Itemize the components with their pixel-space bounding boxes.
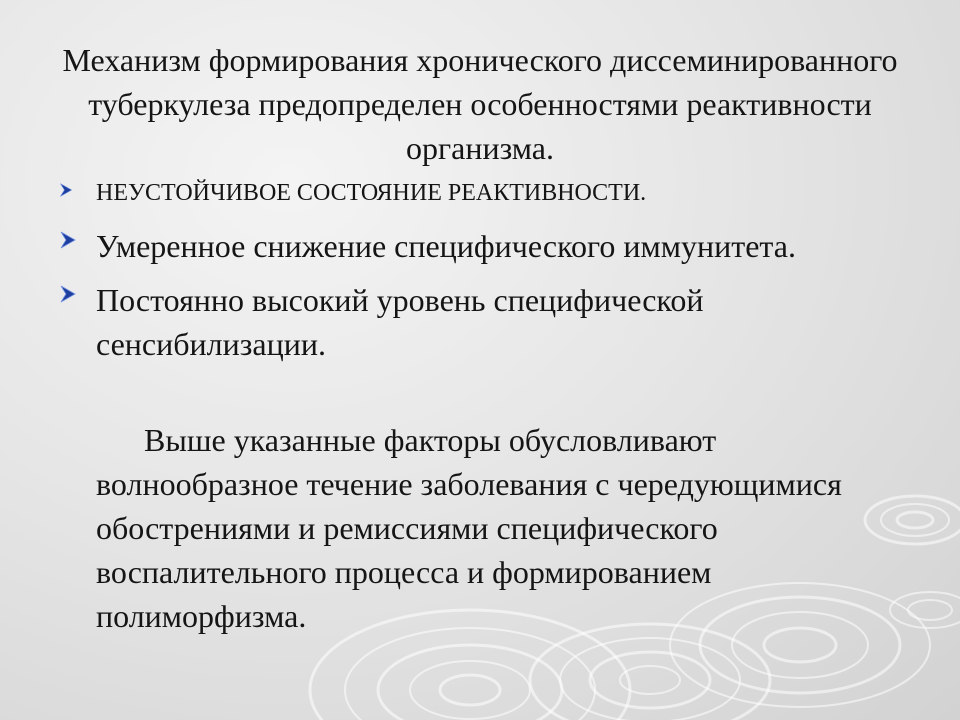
arrow-bullet-icon bbox=[58, 230, 78, 250]
bullet-text: НЕУСТОЙЧИВОЕ СОСТОЯНИЕ РЕАКТИВНОСТИ. bbox=[96, 180, 647, 206]
bullet-text: Умеренное снижение специфического иммунитета. bbox=[96, 228, 796, 264]
bullet-list bbox=[58, 172, 848, 376]
list-item bbox=[58, 224, 848, 268]
arrow-bullet-icon bbox=[58, 182, 74, 198]
slide-title: Механизм формирования хронического диссеминированного туберкулеза предопределен особенностями реактивности организма. bbox=[62, 42, 898, 166]
slide-paragraph: Выше указанные факторы обусловливают волнообразное течение заболевания с чередующимися обострениями и ремиссиями специфического воспалительного процесса и формированием полиморфизма. bbox=[96, 422, 842, 634]
list-item bbox=[58, 172, 848, 214]
bullet-text: Постоянно высокий уровень специфической сенсибилизации. bbox=[96, 282, 704, 362]
arrow-bullet-icon bbox=[58, 284, 78, 304]
list-item bbox=[58, 278, 848, 366]
